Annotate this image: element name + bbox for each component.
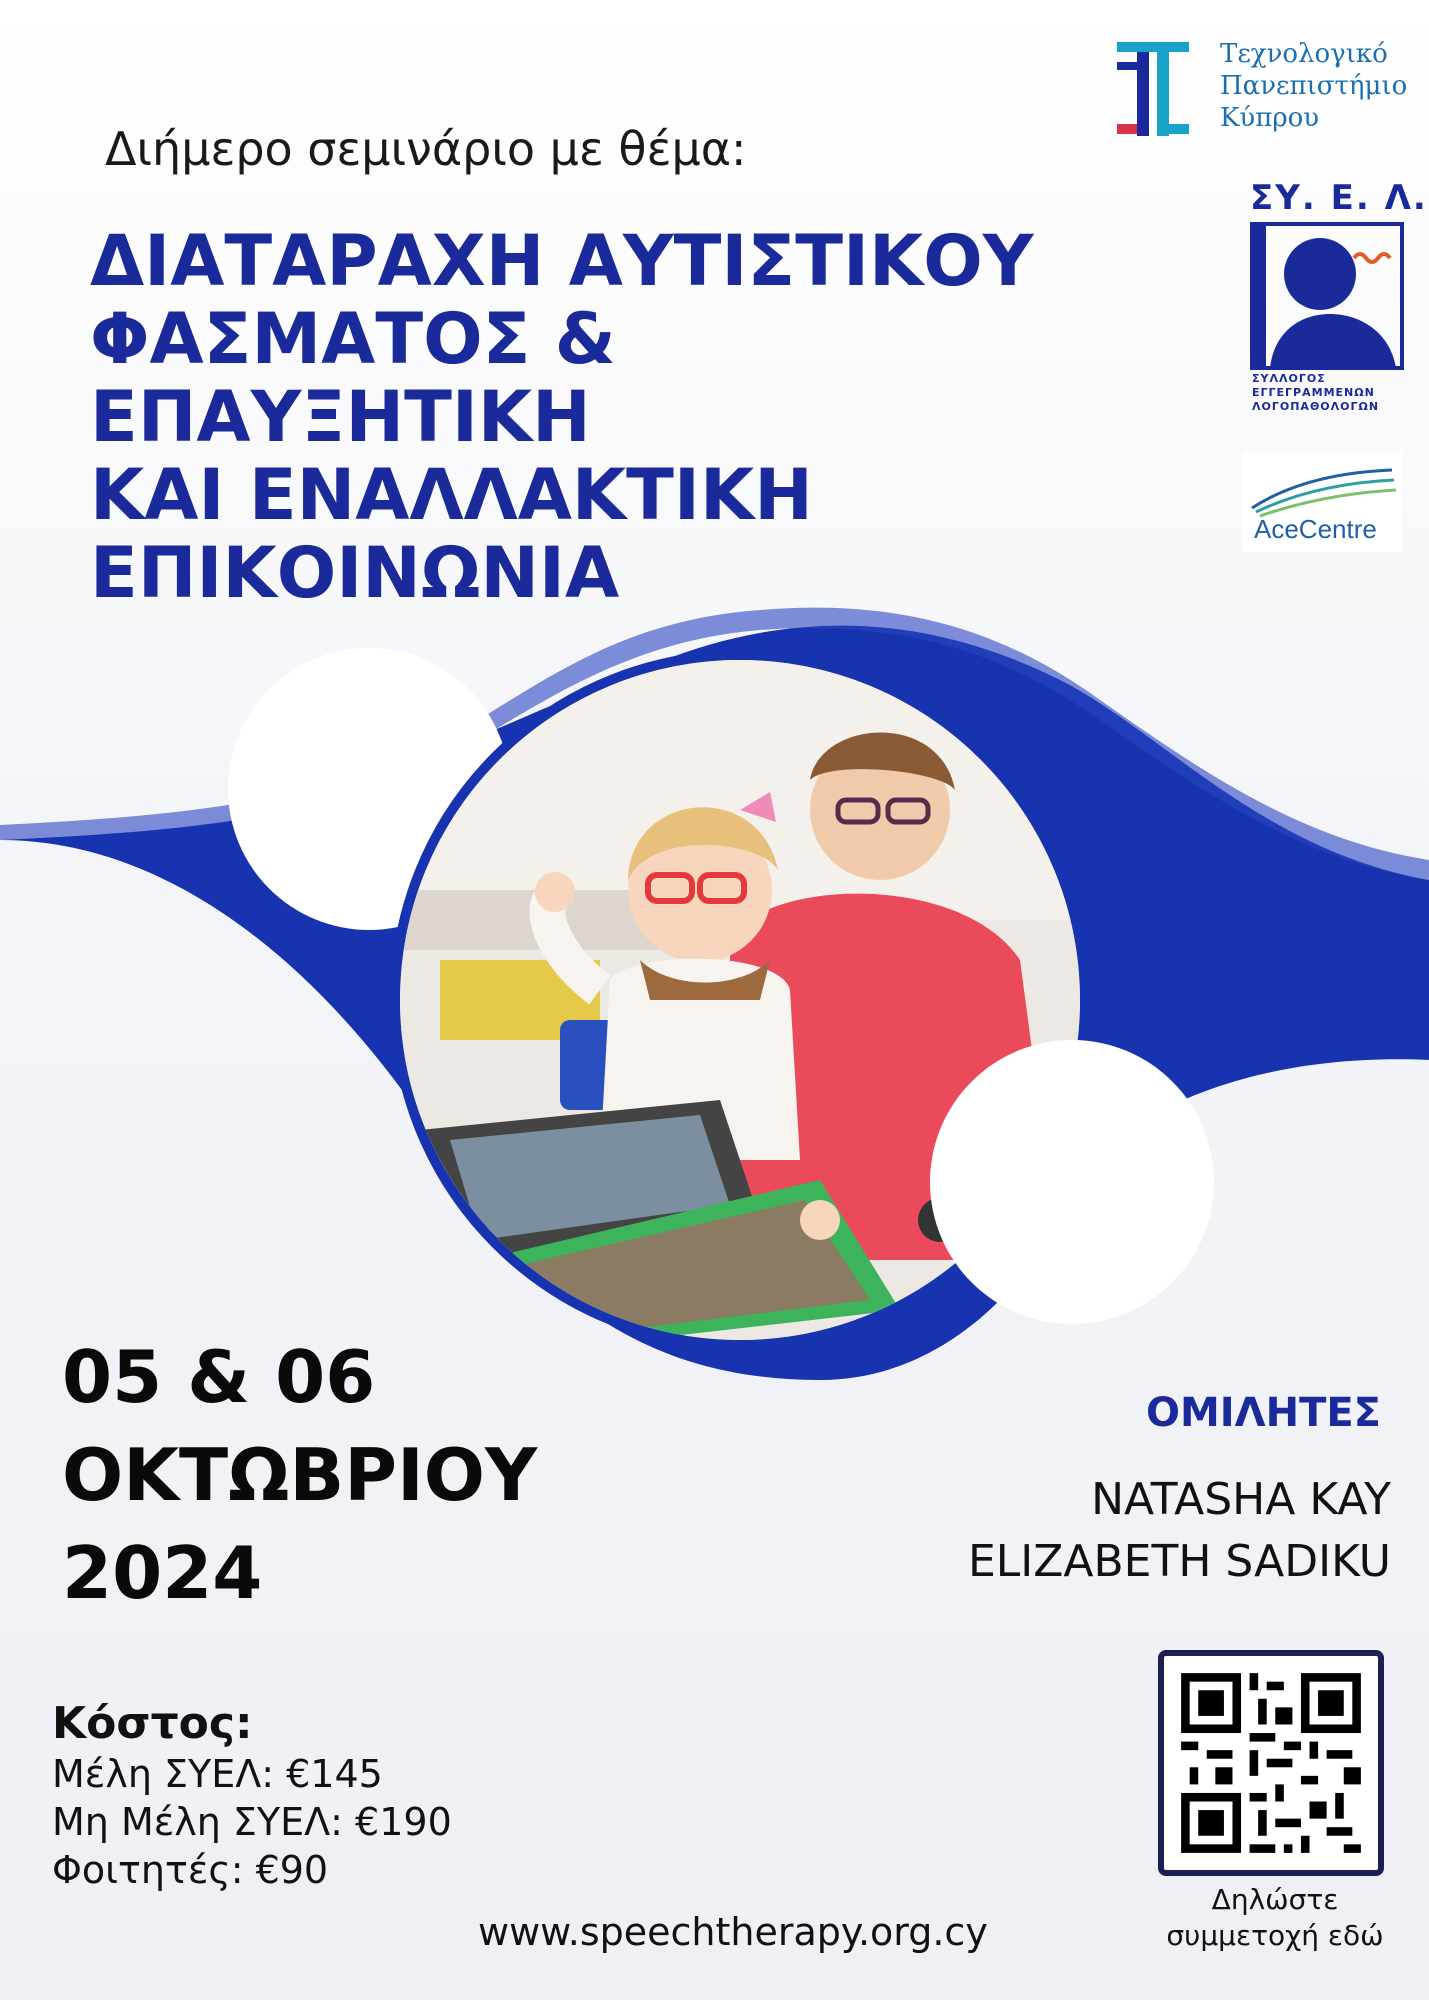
syel-logo-icon xyxy=(1250,222,1404,370)
cost-line: Μέλη ΣΥΕΛ: €145 xyxy=(52,1752,383,1796)
tuc-line: Τεχνολογικό xyxy=(1220,39,1388,69)
acecentre-swoosh-icon xyxy=(1242,452,1402,522)
registration-qr-code[interactable] xyxy=(1158,1650,1384,1876)
acecentre-logo-text: AceCentre xyxy=(1254,514,1377,544)
seminar-subtitle: Διήμερο σεμινάριο με θέμα: xyxy=(105,122,747,176)
speakers-heading: ΟΜΙΛΗΤΕΣ xyxy=(1145,1390,1381,1436)
cost-heading: Κόστος: xyxy=(52,1698,253,1749)
syel-logo-title: ΣΥ. Ε. Λ. xyxy=(1250,178,1428,218)
qr-caption-line: Δηλώστε xyxy=(1211,1883,1339,1916)
tuc-logo-icon xyxy=(1115,40,1191,136)
title-line: ΕΠΙΚΟΙΝΩΝΙΑ xyxy=(90,532,620,614)
syel-logo-line: ΕΓΓΕΓΡΑΜΜΕΝΩΝ xyxy=(1252,386,1375,399)
speaker-name: NATASHA KAY xyxy=(1091,1474,1391,1525)
date-line: 2024 xyxy=(62,1531,263,1615)
date-line: ΟΚΤΩΒΡΙΟΥ xyxy=(62,1433,538,1517)
qr-caption xyxy=(1130,1882,1420,1954)
title-line: ΦΑΣΜΑΤΟΣ & xyxy=(90,298,616,380)
tuc-logo-text xyxy=(1220,38,1407,134)
seminar-title xyxy=(90,222,1090,612)
cost-line: Μη Μέλη ΣΥΕΛ: €190 xyxy=(52,1800,452,1844)
acecentre-logo xyxy=(1242,452,1402,552)
cost-line: Φοιτητές: €90 xyxy=(52,1848,329,1892)
tuc-line: Πανεπιστήμιο xyxy=(1220,71,1408,101)
tuc-line: Κύπρου xyxy=(1220,103,1320,133)
qr-caption-line: συμμετοχή εδώ xyxy=(1166,1919,1384,1952)
website-link[interactable]: www.speechtherapy.org.cy xyxy=(478,1910,988,1954)
syel-logo-line: ΛΟΓΟΠΑΘΟΛΟΓΩΝ xyxy=(1252,400,1380,413)
speaker-name: ELIZABETH SADIKU xyxy=(967,1536,1391,1587)
title-line: ΕΠΑΥΞΗΤΙΚΗ xyxy=(90,376,591,458)
event-date xyxy=(62,1328,537,1622)
syel-logo-line: ΣΥΛΛΟΓΟΣ xyxy=(1252,372,1326,385)
decorative-circle xyxy=(930,1040,1214,1324)
title-line: ΚΑΙ ΕΝΑΛΛΑΚΤΙΚΗ xyxy=(90,454,813,536)
title-line: ΔΙΑΤΑΡΑΧΗ ΑΥΤΙΣΤΙΚΟΥ xyxy=(90,220,1034,302)
qr-code-icon xyxy=(1164,1656,1378,1870)
date-line: 05 & 06 xyxy=(62,1335,376,1419)
